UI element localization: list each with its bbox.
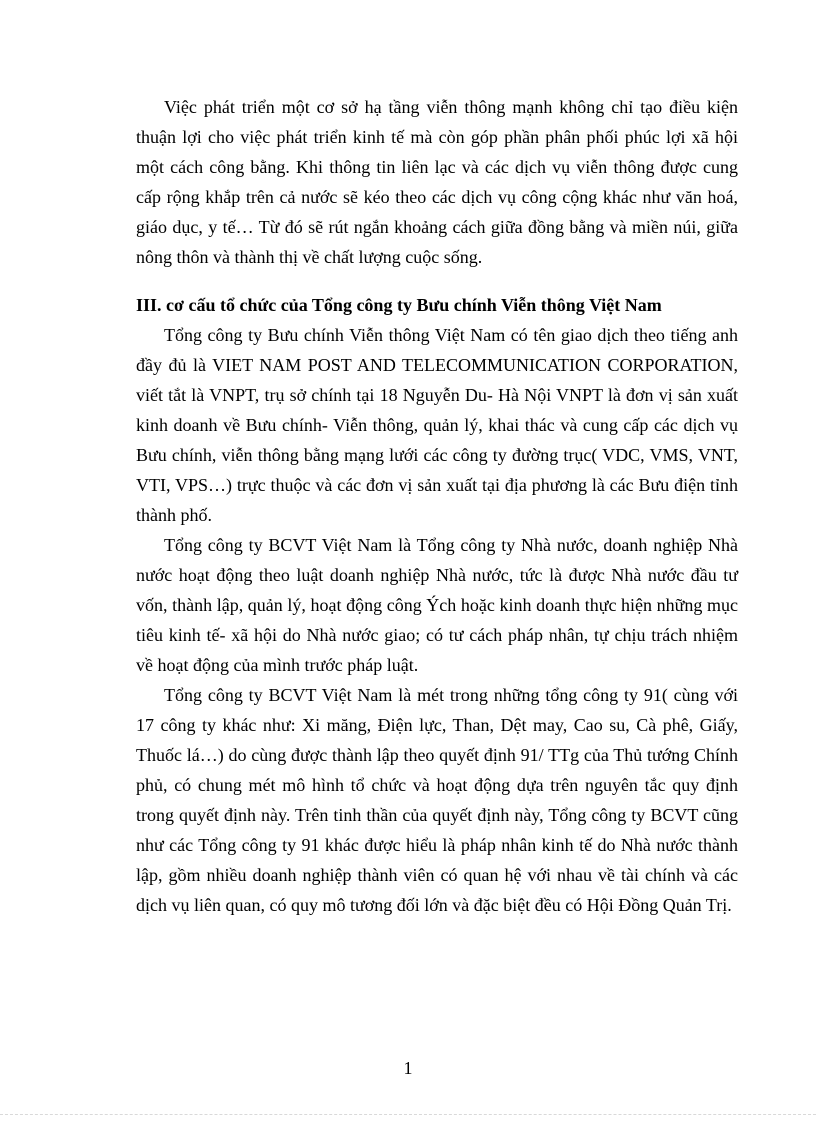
paragraph-corporation-91: Tổng công ty BCVT Việt Nam là mét trong những tổng công ty 91( cùng với 17 công ty khác như: Xi măng, Điện lực, Than, Dệt may, Cao su, Cà phê, Giấy, Thuốc lá…) do cùng được thành lập theo quyết định 91/ TTg của Thủ tướng Chính phủ, có chung mét mô hình tổ chức và hoạt động dựa trên nguyên tắc quy định trong quyết định này. Trên tinh thần của quyết định này, Tổng công ty BCVT cũng như các Tổng công ty 91 khác được hiểu là pháp nhân kinh tế do Nhà nước thành lập, gồm nhiều doanh nghiệp thành viên có quan hệ với nhau về tài chính và các dịch vụ liên quan, có quy mô tương đối lớn và đặc biệt đều có Hội Đồng Quản Trị. bbox=[136, 685, 738, 915]
paragraph-state-enterprise: Tổng công ty BCVT Việt Nam là Tổng công ty Nhà nước, doanh nghiệp Nhà nước hoạt động theo luật doanh nghiệp Nhà nước, tức là được Nhà nước đầu tư vốn, thành lập, quản lý, hoạt động công Ých hoặc kinh doanh thực hiện những mục tiêu kinh tế- xã hội do Nhà nước giao; có tư cách pháp nhân, tự chịu trách nhiệm về hoạt động của mình trước pháp luật. bbox=[136, 535, 738, 675]
page-bottom-divider bbox=[0, 1114, 816, 1115]
paragraph-infrastructure: Việc phát triển một cơ sở hạ tầng viễn thông mạnh không chỉ tạo điều kiện thuận lợi cho việc phát triển kinh tế mà còn góp phần phân phối phúc lợi xã hội một cách công bằng. Khi thông tin liên lạc và các dịch vụ viễn thông được cung cấp rộng khắp trên cả nước sẽ kéo theo các dịch vụ công cộng khác như văn hoá, giáo dục, y tế… Từ đó sẽ rút ngắn khoảng cách giữa đồng bằng và miền núi, giữa nông thôn và thành thị về chất lượng cuộc sống. bbox=[136, 97, 738, 267]
document-body bbox=[136, 92, 738, 920]
section-heading: III. cơ cấu tổ chức của Tổng công ty Bưu chính Viễn thông Việt Nam bbox=[136, 295, 662, 315]
paragraph-company-name: Tổng công ty Bưu chính Viễn thông Việt Nam có tên giao dịch theo tiếng anh đầy đủ là VIET NAM POST AND TELECOMMUNICATION CORPORATION, viết tắt là VNPT, trụ sở chính tại 18 Nguyễn Du- Hà Nội VNPT là đơn vị sản xuất kinh doanh về Bưu chính- Viễn thông, quản lý, khai thác và cung cấp các dịch vụ Bưu chính, viễn thông bằng mạng lưới các công ty đường trục( VDC, VMS, VNT, VTI, VPS…) trực thuộc và các đơn vị sản xuất tại địa phương là các Bưu điện tỉnh thành phố. bbox=[136, 325, 738, 525]
page-number: 1 bbox=[403, 1058, 413, 1078]
